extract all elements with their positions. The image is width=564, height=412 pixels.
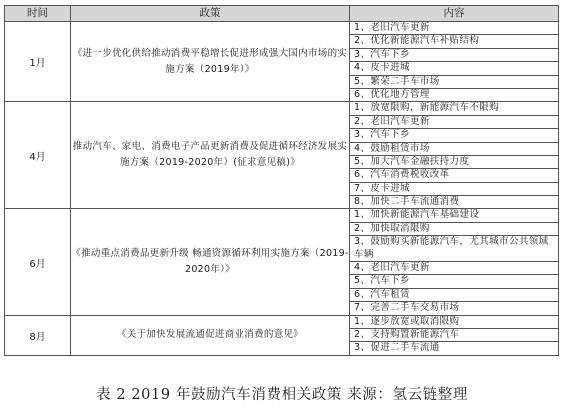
content-item: 5、汽车下乡 xyxy=(350,275,558,288)
content-item: 3、鼓励购买新能源汽车，尤其城市公共领域车辆 xyxy=(350,236,558,262)
table-row xyxy=(5,315,559,355)
content-item: 3、汽车下乡 xyxy=(350,49,558,62)
policy-cell: 推动汽车、家电、消费电子产品更新消费及促进循环经济发展实施方案（2019-2020年）(征求意见稿)》 xyxy=(71,102,350,209)
month-cell: 4月 xyxy=(5,102,71,209)
content-cell xyxy=(350,22,559,102)
month-cell: 6月 xyxy=(5,209,71,315)
content-item: 2、加快取消限购 xyxy=(350,223,558,236)
content-item: 5、繁荣二手车市场 xyxy=(350,76,558,89)
policy-cell: 《推动重点消费品更新升级 畅通资源循环利用实施方案（2019-2020年）》 xyxy=(71,209,350,315)
table-header-row xyxy=(5,6,559,22)
month-cell: 1月 xyxy=(5,22,71,102)
header-content: 内容 xyxy=(350,6,559,22)
content-item: 8、加快二手车流通消费 xyxy=(354,196,460,208)
content-item: 4、鼓励租赁市场 xyxy=(350,143,558,156)
content-item: 1、逐步放宽或取消限购 xyxy=(350,316,558,329)
content-item: 2、支持购置新能源汽车 xyxy=(350,329,558,342)
content-item: 1、放宽限购，新能源汽车不限购 xyxy=(350,102,558,115)
content-item: 7、完善二手车交易市场 xyxy=(354,302,460,314)
content-item: 6、优化地方管理 xyxy=(354,88,430,100)
content-item: 7、皮卡进城 xyxy=(350,183,558,196)
content-cell xyxy=(350,209,559,315)
policy-cell: 《进一步优化供给推动消费平稳增长促进形成强大国内市场的实施方案（2019年）》 xyxy=(71,22,350,102)
table-row xyxy=(5,22,559,102)
content-item: 2、优化新能源汽车补贴结构 xyxy=(350,35,558,48)
content-item: 6、汽车租赁 xyxy=(350,289,558,302)
header-time: 时间 xyxy=(5,6,71,22)
content-item: 5、加大汽车金融扶持力度 xyxy=(350,156,558,169)
table-caption: 表 2 2019 年鼓励汽车消费相关政策 来源：氢云链整理 xyxy=(96,387,468,403)
content-item: 1、加快新能源汽车基础建设 xyxy=(350,209,558,222)
policy-table xyxy=(4,5,559,356)
table-row xyxy=(5,209,559,315)
content-item: 6、汽车消费税收改革 xyxy=(350,169,558,182)
content-item: 2、老旧汽车更新 xyxy=(350,116,558,129)
table-row xyxy=(5,102,559,209)
content-item: 1、老旧汽车更新 xyxy=(350,22,558,35)
content-cell xyxy=(350,315,559,355)
content-item: 3、汽车下乡 xyxy=(350,129,558,142)
content-cell xyxy=(350,102,559,209)
content-item: 4、老旧汽车更新 xyxy=(350,262,558,275)
content-item: 4、皮卡进城 xyxy=(350,62,558,75)
month-cell: 8月 xyxy=(5,315,71,355)
policy-cell: 《关于加快发展流通促进商业消费的意见》 xyxy=(71,315,350,355)
header-policy: 政策 xyxy=(71,6,350,22)
content-item: 3、促进二手车流通 xyxy=(354,342,440,354)
